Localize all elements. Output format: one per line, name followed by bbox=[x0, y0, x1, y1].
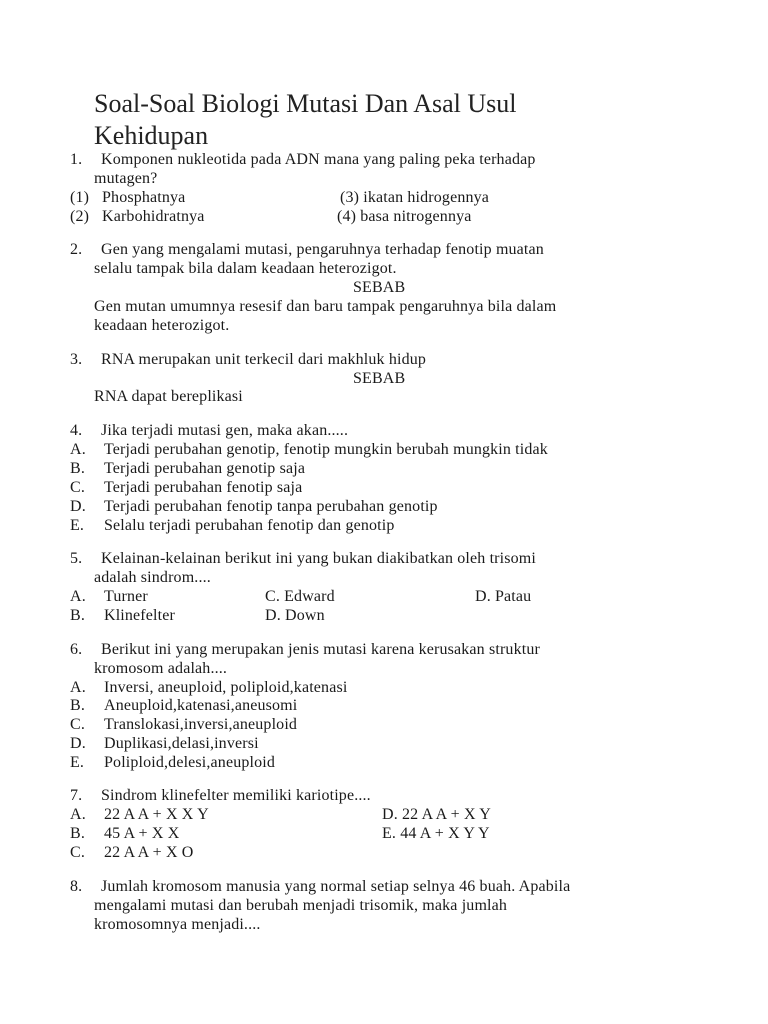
question-text-cont: mutagen? bbox=[94, 170, 158, 187]
reason-text-cont: keadaan heterozigot. bbox=[94, 317, 230, 334]
question-number: 8. bbox=[70, 878, 83, 895]
option-text: Terjadi perubahan fenotip tanpa perubahan genotip bbox=[104, 498, 438, 515]
sebab-label: SEBAB bbox=[353, 370, 406, 387]
option-text: E. 44 A + X Y Y bbox=[382, 825, 490, 842]
reason-text: Gen mutan umumnya resesif dan baru tampak pengaruhnya bila dalam bbox=[94, 298, 557, 315]
option-label: B. bbox=[70, 460, 85, 477]
sebab-label: SEBAB bbox=[353, 279, 406, 296]
question-text: Komponen nukleotida pada ADN mana yang paling peka terhadap bbox=[101, 151, 536, 168]
option-text: 45 A + X X bbox=[104, 825, 180, 842]
question-text-cont: kromosomnya menjadi.... bbox=[94, 916, 261, 933]
option-label: E. bbox=[70, 754, 85, 771]
option-label: (2) bbox=[70, 208, 90, 225]
option-text: Terjadi perubahan genotip, fenotip mungkin berubah mungkin tidak bbox=[104, 441, 548, 458]
option-label: A. bbox=[70, 679, 86, 696]
option-text: Selalu terjadi perubahan fenotip dan genotip bbox=[104, 517, 395, 534]
option-label: C. bbox=[70, 844, 85, 861]
option-text: D. Down bbox=[265, 607, 325, 624]
option-label: C. bbox=[70, 716, 85, 733]
option-text: 22 A A + X X Y bbox=[104, 806, 209, 823]
page-title bbox=[94, 88, 614, 152]
option-text: (4) basa nitrogennya bbox=[337, 208, 472, 225]
option-label: D. bbox=[70, 735, 86, 752]
question-number: 5. bbox=[70, 550, 83, 567]
reason-text: RNA dapat bereplikasi bbox=[94, 388, 243, 405]
option-text: Klinefelter bbox=[104, 607, 175, 624]
option-text: Terjadi perubahan genotip saja bbox=[104, 460, 306, 477]
option-label: A. bbox=[70, 441, 86, 458]
question-text-cont: kromosom adalah.... bbox=[94, 660, 228, 677]
title-line-2: Kehidupan bbox=[94, 121, 209, 150]
option-text: Inversi, aneuploid, poliploid,katenasi bbox=[104, 679, 348, 696]
question-text: RNA merupakan unit terkecil dari makhluk hidup bbox=[101, 351, 427, 368]
option-text: Turner bbox=[104, 588, 148, 605]
option-text: Karbohidratnya bbox=[102, 208, 205, 225]
question-number: 4. bbox=[70, 422, 83, 439]
option-text: C. Edward bbox=[265, 588, 335, 605]
option-label: B. bbox=[70, 697, 85, 714]
option-label: B. bbox=[70, 607, 85, 624]
option-text: D. 22 A A + X Y bbox=[382, 806, 491, 823]
question-text-cont: adalah sindrom.... bbox=[94, 569, 211, 586]
option-text: Phosphatnya bbox=[102, 189, 186, 206]
question-text: Sindrom klinefelter memiliki kariotipe.... bbox=[101, 787, 371, 804]
question-text: Kelainan-kelainan berikut ini yang bukan diakibatkan oleh trisomi bbox=[101, 550, 536, 567]
option-text: D. Patau bbox=[475, 588, 532, 605]
option-label: B. bbox=[70, 825, 85, 842]
question-text: Jika terjadi mutasi gen, maka akan..... bbox=[101, 422, 349, 439]
option-label: E. bbox=[70, 517, 85, 534]
option-label: D. bbox=[70, 498, 86, 515]
option-text: Poliploid,delesi,aneuploid bbox=[104, 754, 275, 771]
question-text-cont: mengalami mutasi dan berubah menjadi trisomik, maka jumlah bbox=[94, 897, 508, 914]
option-text: (3) ikatan hidrogennya bbox=[340, 189, 490, 206]
question-number: 1. bbox=[70, 151, 83, 168]
option-text: Aneuploid,katenasi,aneusomi bbox=[104, 697, 298, 714]
question-number: 7. bbox=[70, 787, 83, 804]
option-text: Duplikasi,delasi,inversi bbox=[104, 735, 259, 752]
question-number: 2. bbox=[70, 241, 83, 258]
question-number: 3. bbox=[70, 351, 83, 368]
question-text: Jumlah kromosom manusia yang normal setiap selnya 46 buah. Apabila bbox=[101, 878, 571, 895]
title-line-1: Soal-Soal Biologi Mutasi Dan Asal Usul bbox=[94, 89, 517, 118]
question-text: Berikut ini yang merupakan jenis mutasi karena kerusakan struktur bbox=[101, 641, 540, 658]
question-text-cont: selalu tampak bila dalam keadaan heterozigot. bbox=[94, 260, 397, 277]
option-text: Terjadi perubahan fenotip saja bbox=[104, 479, 303, 496]
option-text: Translokasi,inversi,aneuploid bbox=[104, 716, 298, 733]
question-number: 6. bbox=[70, 641, 83, 658]
question-text: Gen yang mengalami mutasi, pengaruhnya terhadap fenotip muatan bbox=[101, 241, 544, 258]
option-label: A. bbox=[70, 588, 86, 605]
option-label: A. bbox=[70, 806, 86, 823]
option-text: 22 A A + X O bbox=[104, 844, 194, 861]
option-label: (1) bbox=[70, 189, 90, 206]
option-label: C. bbox=[70, 479, 85, 496]
